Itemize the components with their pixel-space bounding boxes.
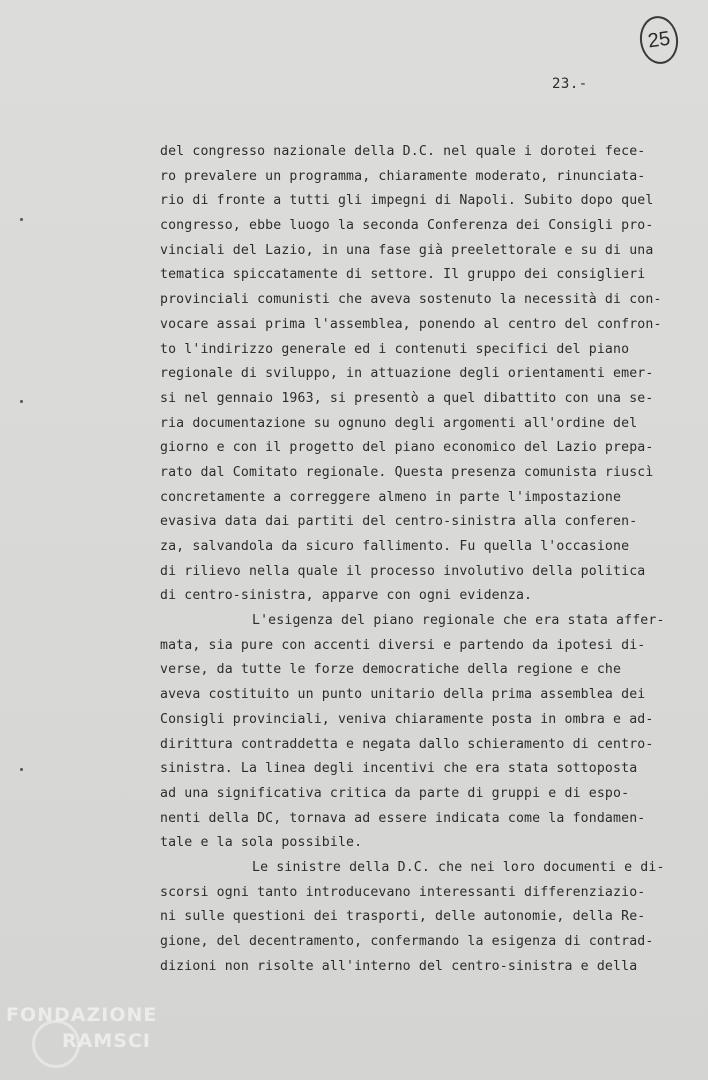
- text-line: regionale di sviluppo, in attuazione degli orientamenti emer-: [160, 366, 654, 382]
- text-line: di rilievo nella quale il processo involutivo della politica: [160, 563, 646, 579]
- text-line: provinciali comunisti che aveva sostenuto la necessità di con-: [160, 292, 662, 308]
- text-line: Consigli provinciali, veniva chiaramente posta in ombra e ad-: [160, 711, 654, 727]
- text-line: sinistra. La linea degli incentivi che era stata sottoposta: [160, 761, 638, 777]
- text-line: giorno e con il progetto del piano economico del Lazio prepa-: [160, 440, 654, 456]
- text-line: evasiva data dai partiti del centro-sinistra alla conferen-: [160, 514, 638, 530]
- archive-stamp: 25: [637, 14, 681, 67]
- text-line: scorsi ogni tanto introducevano interessanti differenziazio-: [160, 884, 646, 900]
- text-line: aveva costituito un punto unitario della prima assemblea dei: [160, 687, 646, 703]
- text-line: di centro-sinistra, apparve con ogni evidenza.: [160, 588, 533, 604]
- text-line: ria documentazione su ognuno degli argomenti all'ordine del: [160, 415, 638, 431]
- text-line: vinciali del Lazio, in una fase già preelettorale e su di una: [160, 242, 654, 258]
- text-line: del congresso nazionale della D.C. nel quale i dorotei fece-: [160, 144, 646, 159]
- text-line: tematica spiccatamente di settore. Il gruppo dei consiglieri: [160, 267, 646, 283]
- watermark-line-1: FONDAZIONE: [6, 1004, 158, 1026]
- text-line: dirittura contraddetta e negata dallo schieramento di centro-: [160, 736, 654, 752]
- text-line: congresso, ebbe luogo la seconda Conferenza dei Consigli pro-: [160, 218, 654, 234]
- text-line: ni sulle questioni dei trasporti, delle autonomie, della Re-: [160, 909, 646, 925]
- text-line: dizioni non risolte all'interno del centro-sinistra e della: [160, 958, 638, 974]
- text-line: rio di fronte a tutti gli impegni di Napoli. Subito dopo quel: [160, 193, 654, 209]
- watermark-line-2: RAMSCI: [62, 1030, 151, 1052]
- margin-mark: [20, 218, 23, 221]
- text-line: mata, sia pure con accenti diversi e partendo da ipotesi di-: [160, 637, 646, 653]
- text-line: tale e la sola possibile.: [160, 835, 363, 851]
- text-line: si nel gennaio 1963, si presentò a quel dibattito con una se-: [160, 390, 654, 406]
- margin-mark: [20, 768, 23, 771]
- text-line: L'esigenza del piano regionale che era stata affer-: [252, 613, 665, 629]
- text-line: ad una significativa critica da parte di gruppi e di espo-: [160, 785, 630, 801]
- text-line: za, salvandola da sicuro fallimento. Fu quella l'occasione: [160, 539, 630, 554]
- fondazione-gramsci-watermark: [6, 1004, 157, 1052]
- page-number: 23.-: [552, 76, 588, 92]
- typewritten-text: [160, 140, 680, 979]
- text-line: to l'indirizzo generale ed i contenuti specifici del piano: [160, 341, 630, 357]
- text-line: nenti della DC, tornava ad essere indicata come la fondamen-: [160, 810, 646, 826]
- watermark-g-logo-icon: [32, 1020, 80, 1068]
- text-line: ro prevalere un programma, chiaramente moderato, rinunciata-: [160, 168, 646, 184]
- text-line: verse, da tutte le forze democratiche della regione e che: [160, 662, 622, 678]
- text-line: vocare assai prima l'assemblea, ponendo al centro del confron-: [160, 316, 662, 332]
- text-line: concretamente a correggere almeno in parte l'impostazione: [160, 489, 622, 505]
- margin-mark: [20, 400, 23, 403]
- text-line: gione, del decentramento, confermando la esigenza di contrad-: [160, 934, 654, 949]
- text-line: Le sinistre della D.C. che nei loro documenti e di-: [252, 859, 665, 875]
- text-line: rato dal Comitato regionale. Questa presenza comunista riuscì: [160, 464, 654, 480]
